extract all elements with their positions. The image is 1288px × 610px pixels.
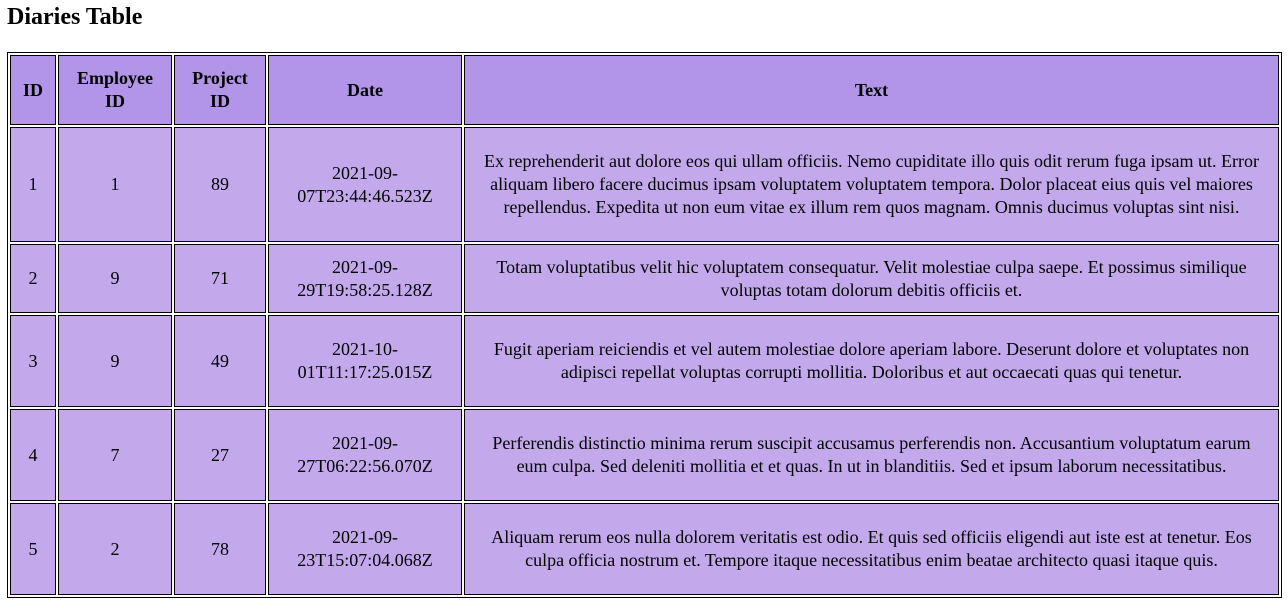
cell-date: 2021-09-27T06:22:56.070Z (268, 409, 462, 501)
cell-employee-id: 1 (58, 127, 172, 242)
diaries-table (7, 52, 1282, 598)
cell-text: Ex reprehenderit aut dolore eos qui ullam officiis. Nemo cupiditate illo quis odit rerum fuga ipsam ut. Error aliquam libero facere ducimus ipsam voluptatem voluptatem tempora. Dolor placeat eius quis vel maiores repellendus. Expedita ut non eum vitae ex illum rem quos magnam. Omnis ducimus voluptas sint nisi. (464, 127, 1279, 242)
cell-id: 2 (10, 244, 56, 313)
table-row (10, 409, 1279, 501)
cell-id: 1 (10, 127, 56, 242)
table-row (10, 503, 1279, 595)
header-text: Text (464, 55, 1279, 125)
cell-project-id: 89 (174, 127, 266, 242)
header-employee-id: Employee ID (58, 55, 172, 125)
cell-id: 4 (10, 409, 56, 501)
cell-text: Aliquam rerum eos nulla dolorem veritatis est odio. Et quis sed officiis eligendi aut iste est at tenetur. Eos culpa officia nostrum et. Tempore itaque necessitatibus enim beatae architecto quasi itaque quis. (464, 503, 1279, 595)
cell-employee-id: 9 (58, 315, 172, 407)
table-header-row (10, 55, 1279, 125)
header-project-id: Project ID (174, 55, 266, 125)
cell-project-id: 71 (174, 244, 266, 313)
cell-project-id: 27 (174, 409, 266, 501)
table-row (10, 127, 1279, 242)
cell-id: 5 (10, 503, 56, 595)
cell-date: 2021-10-01T11:17:25.015Z (268, 315, 462, 407)
cell-project-id: 49 (174, 315, 266, 407)
cell-employee-id: 9 (58, 244, 172, 313)
page-title: Diaries Table (7, 4, 143, 30)
cell-date: 2021-09-29T19:58:25.128Z (268, 244, 462, 313)
cell-text: Perferendis distinctio minima rerum suscipit accusamus perferendis non. Accusantium voluptatum earum eum culpa. Sed deleniti mollitia et et quas. In ut in blanditiis. Sed et ipsum laborum necessitatibus. (464, 409, 1279, 501)
table-row (10, 244, 1279, 313)
cell-text: Totam voluptatibus velit hic voluptatem consequatur. Velit molestiae culpa saepe. Et possimus similique voluptas totam dolorum debitis officiis et. (464, 244, 1279, 313)
cell-employee-id: 7 (58, 409, 172, 501)
cell-date: 2021-09-23T15:07:04.068Z (268, 503, 462, 595)
cell-project-id: 78 (174, 503, 266, 595)
cell-date: 2021-09-07T23:44:46.523Z (268, 127, 462, 242)
cell-id: 3 (10, 315, 56, 407)
table-row (10, 315, 1279, 407)
header-id: ID (10, 55, 56, 125)
cell-text: Fugit aperiam reiciendis et vel autem molestiae dolore aperiam labore. Deserunt dolore et voluptates non adipisci repellat voluptas corrupti mollitia. Doloribus et aut occaecati quas qui tenetur. (464, 315, 1279, 407)
cell-employee-id: 2 (58, 503, 172, 595)
header-date: Date (268, 55, 462, 125)
